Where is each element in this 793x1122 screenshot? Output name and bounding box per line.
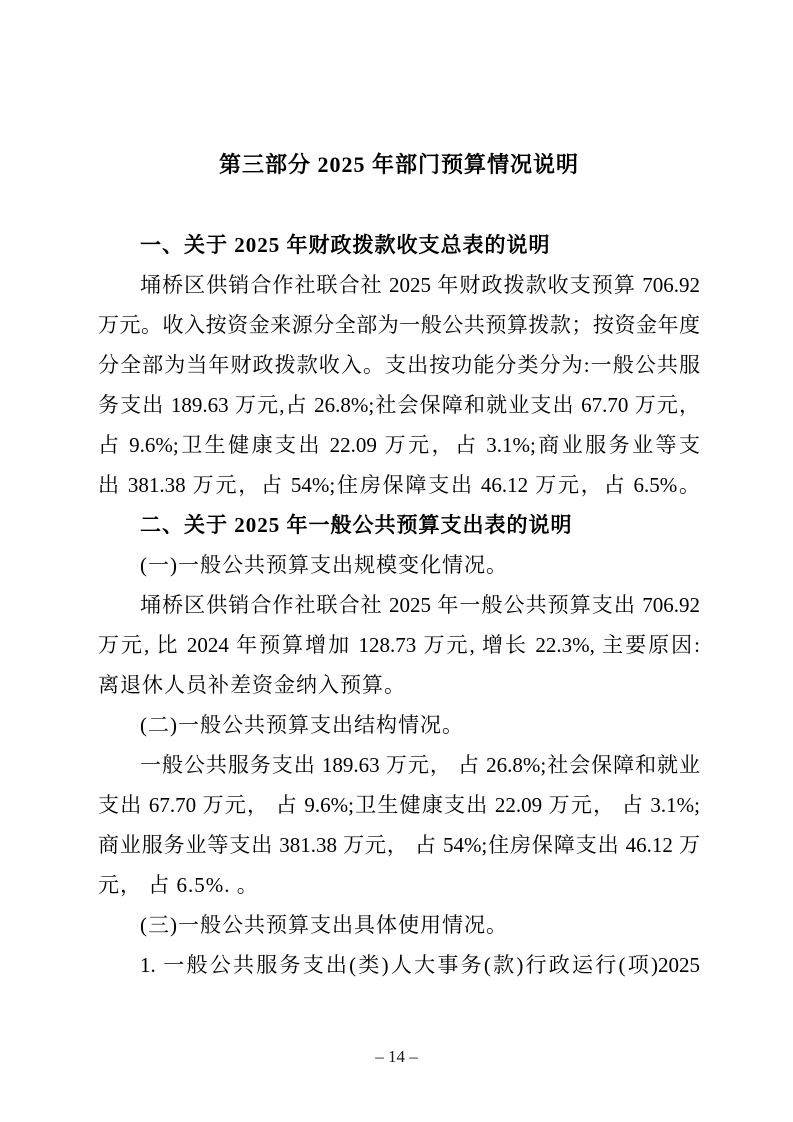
paragraph-line: 出 381.38 万元，占 54%;住房保障支出 46.12 万元，占 6.5%。: [98, 473, 700, 497]
paragraph-line: (一)一般公共预算支出规模变化情况。: [140, 553, 508, 577]
section-1-heading: 一、关于 2025 年财政拨款收支总表的说明: [140, 233, 551, 257]
document-content: [98, 145, 700, 985]
paragraph-line: 商业服务业等支出 381.38 万元， 占 54%;住房保障支出 46.12 万: [98, 833, 700, 857]
paragraph-line: 务支出 189.63 万元,占 26.8%;社会保障和就业支出 67.70 万元，: [98, 393, 700, 417]
paragraph-line: 埇桥区供销合作社联合社 2025 年财政拨款收支预算 706.92: [140, 273, 700, 297]
paragraph-line: (二)一般公共预算支出结构情况。: [140, 713, 464, 737]
section-2-heading: 二、关于 2025 年一般公共预算支出表的说明: [140, 513, 573, 537]
paragraph-line: 万元, 比 2024 年预算增加 128.73 万元, 增长 22.3%, 主要原因:: [98, 633, 700, 657]
paragraph-line: 一般公共服务支出 189.63 万元， 占 26.8%;社会保障和就业: [140, 753, 700, 777]
paragraph-line: (三)一般公共预算支出具体使用情况。: [140, 913, 508, 937]
paragraph-line: 支出 67.70 万元， 占 9.6%;卫生健康支出 22.09 万元， 占 3.1%;: [98, 793, 700, 817]
paragraph-line: 万元。收入按资金来源分全部为一般公共预算拨款；按资金年度: [98, 313, 700, 337]
paragraph-line: 埇桥区供销合作社联合社 2025 年一般公共预算支出 706.92: [140, 593, 700, 617]
document-title: 第三部分 2025 年部门预算情况说明: [218, 152, 579, 177]
paragraph-line: 1. 一般公共服务支出(类)人大事务(款)行政运行(项)2025: [140, 953, 700, 977]
paragraph-line: 占 9.6%;卫生健康支出 22.09 万元，占 3.1%;商业服务业等支: [98, 433, 700, 457]
page-number: – 14 –: [375, 1047, 418, 1066]
paragraph-line: 元， 占 6.5%. 。: [98, 873, 259, 897]
paragraph-line: 分全部为当年财政拨款收入。支出按功能分类分为:一般公共服: [98, 353, 700, 377]
paragraph-line: 离退休人员补差资金纳入预算。: [98, 673, 406, 697]
